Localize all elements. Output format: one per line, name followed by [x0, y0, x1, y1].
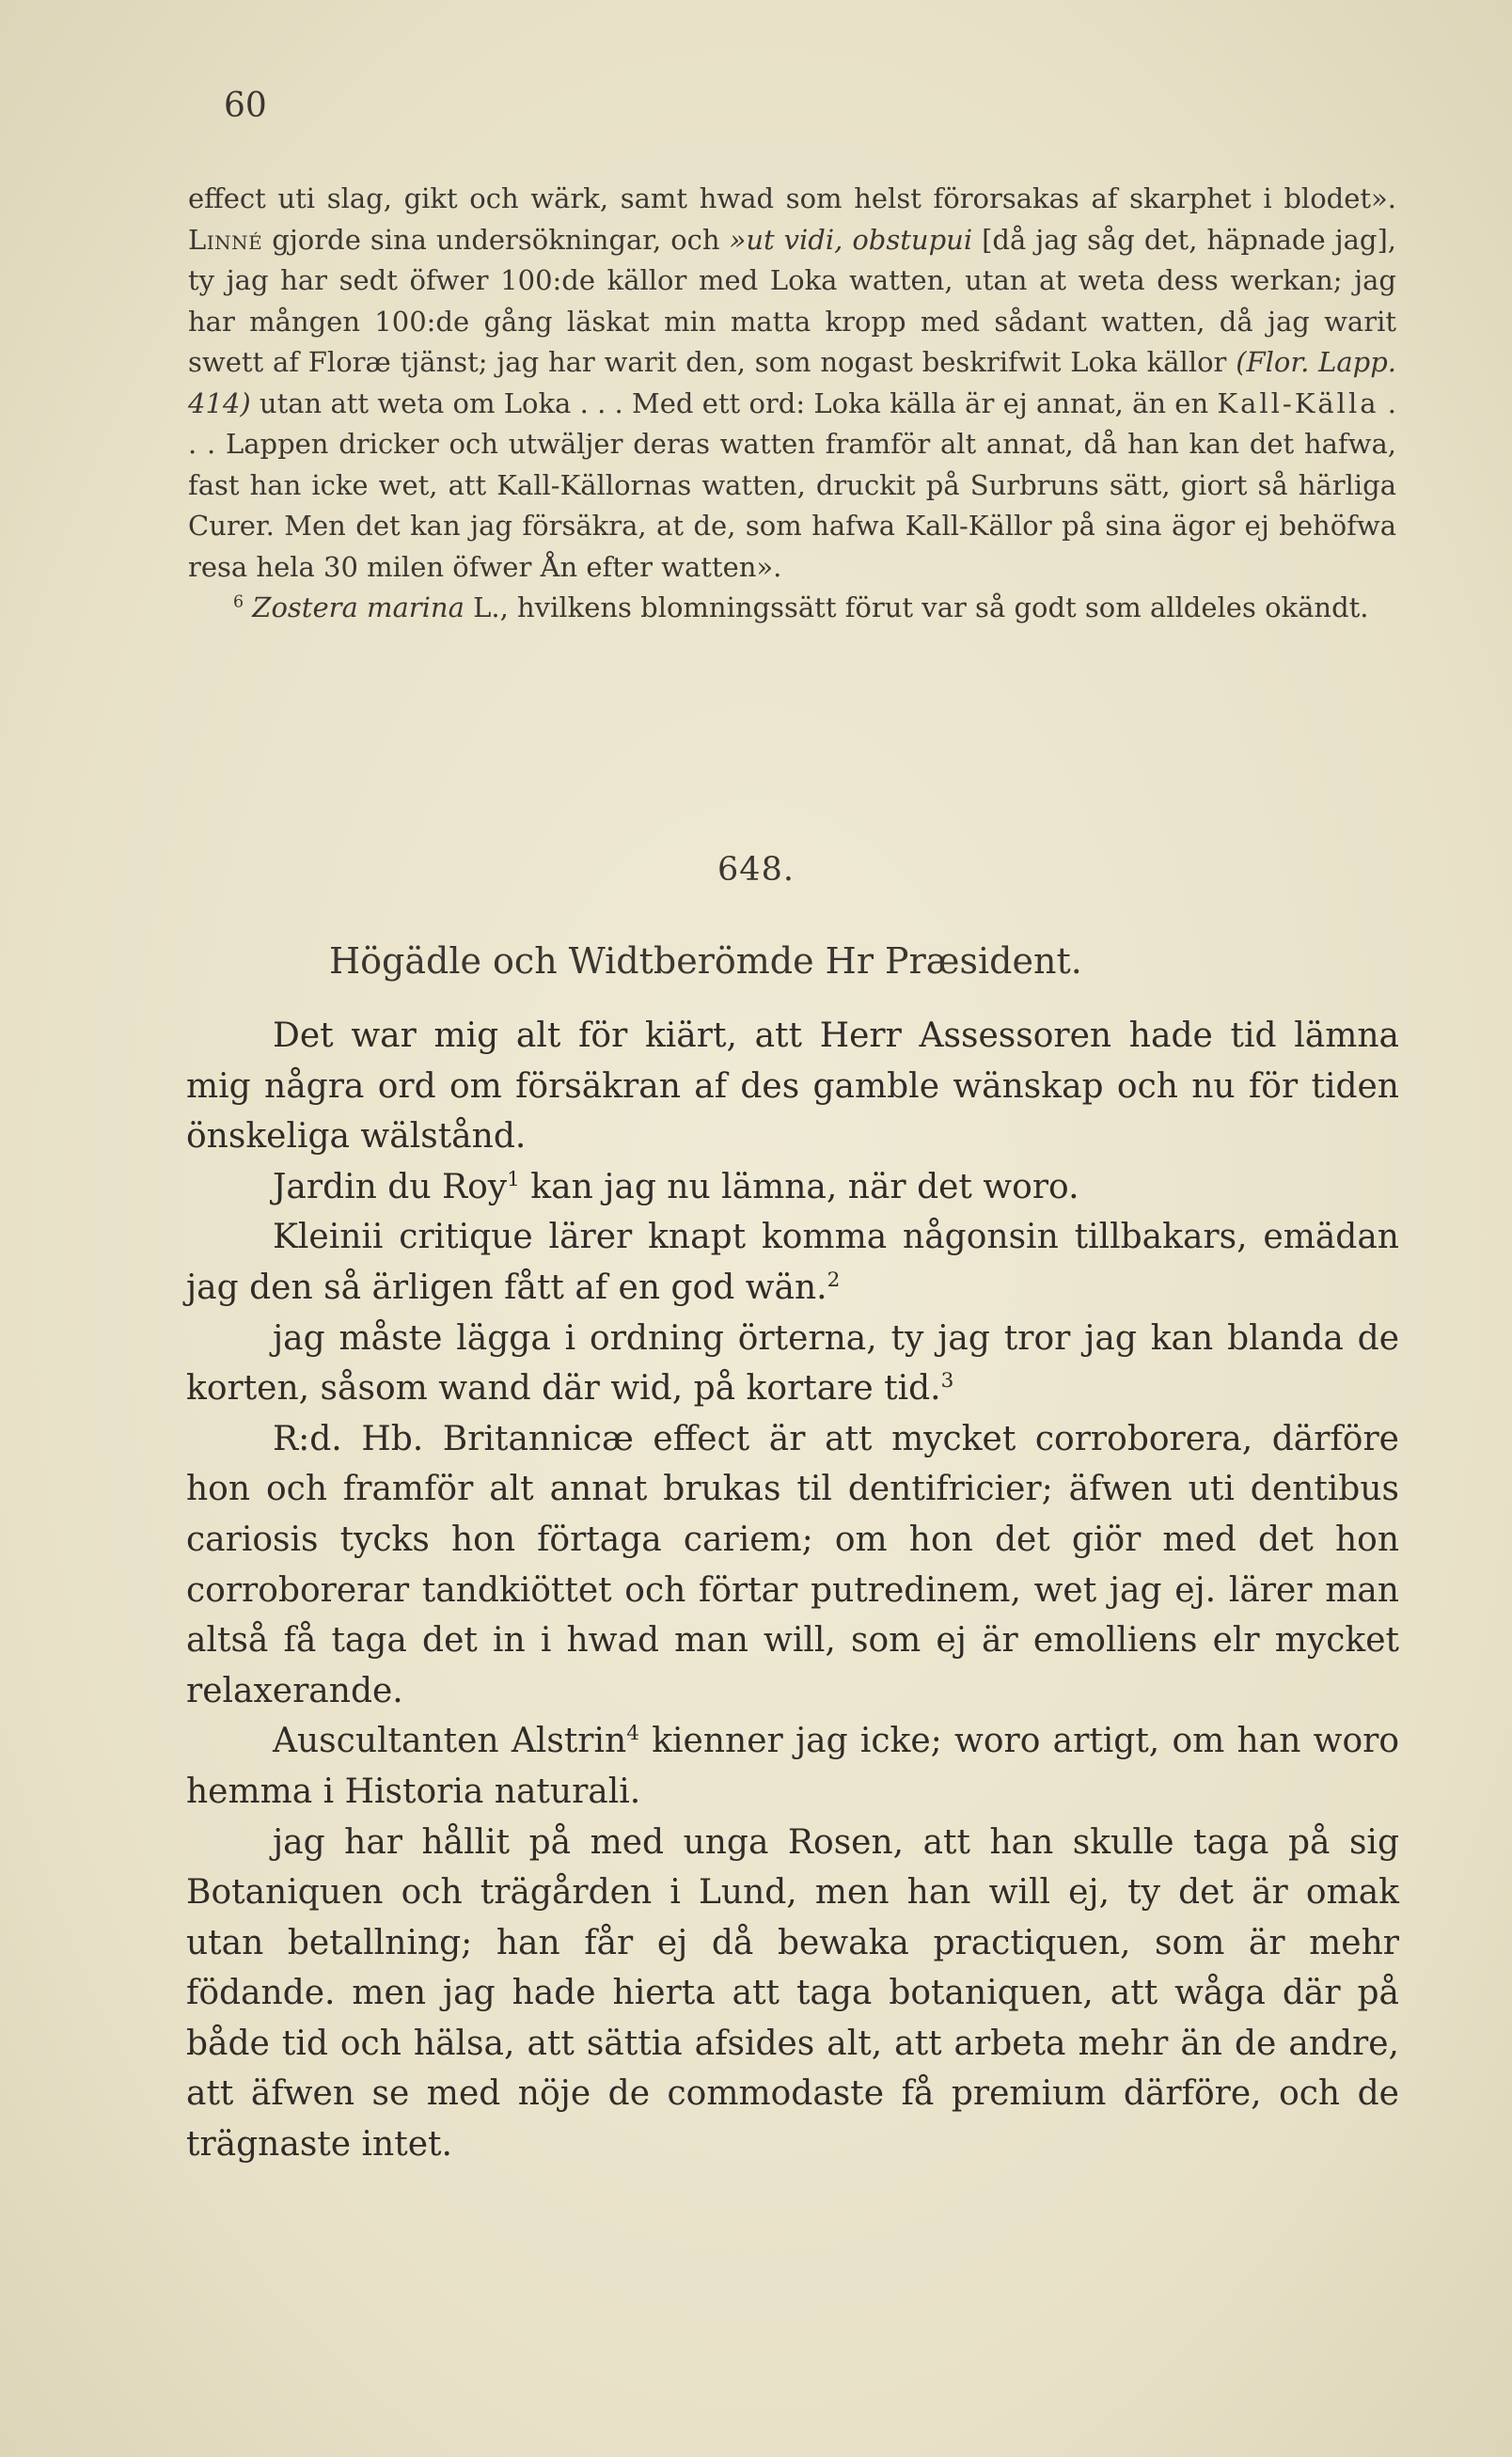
footnote-continuation [188, 179, 1396, 588]
footnote-6 [188, 588, 1396, 629]
paragraph-text: Jardin du Roy [273, 1167, 508, 1206]
paragraph-text: kienner jag icke; woro artigt, om han woro hemma i Historia naturali. [186, 1722, 1399, 1811]
letter-paragraph: jag har hållit på med unga Rosen, att han skulle taga på sig Botaniquen och trägården i Lund, men han will ej, ty det är omak utan betallning; han får ej då bewaka practiquen, som är mehr födande. men jag hade hierta att taga botaniquen, att wåga där på både tid och hälsa, att sättia afsides alt, att arbeta mehr än de andre, att äfwen se med nöje de commodaste få premium därföre, och de trägnaste intet. [186, 1822, 1399, 2165]
footnote-text: effect uti slag, gikt och wärk, samt hwad som helst förorsakas af skarphet i blodet». [188, 182, 1396, 214]
letter-salutation: Högädle och Widtberömde Hr Præsident. [329, 940, 1082, 982]
footnote-text: L., hvilkens blomningssätt förut var så godt som alldeles okändt. [464, 591, 1369, 623]
paragraph-text: Kleinii critique lärer knapt komma någonsin tillbakars, emädan jag den så ärligen fått af en god wän. [186, 1218, 1399, 1307]
footnote-marker: 6 [233, 592, 244, 612]
footnote-ref: 1 [507, 1167, 520, 1191]
spaced-term: Kall-Källa [1217, 386, 1379, 419]
paragraph-text: jag måste lägga i ordning örterna, ty jag tror jag kan blanda de korten, såsom wand där wid, på kortare tid. [186, 1318, 1399, 1409]
paragraph-text: kan jag nu lämna, när det woro. [519, 1167, 1079, 1206]
footnote-text: gjorde sina undersökningar, och [262, 223, 730, 256]
footnote-text: [då jag såg det, häpnade jag], ty jag har sedt öfwer 100:de källor med Loka watten, utan at weta dess werkan; jag har mången 100:de gång läskat min matta kropp med sådant watten, då jag warit swett af Floræ tjänst; jag har warit den, som nogast beskrifwit Loka källor [188, 223, 1397, 378]
citation-flor-lapp: (Flor. Lapp. 414) [188, 346, 1396, 419]
letter-paragraph [186, 1716, 1399, 1817]
letter-paragraph [186, 1162, 1399, 1213]
paragraph-text: Auscultanten Alstrin [273, 1722, 627, 1761]
page-number: 60 [224, 87, 267, 125]
letter-paragraph: Det war mig alt för kiärt, att Herr Assessoren hade tid lämna mig några ord om försäkran af des gamble wänskap och nu för tiden önskeliga wälstånd. [186, 1016, 1399, 1157]
species-name: Zostera marina [252, 591, 465, 623]
letter-number: 648. [717, 851, 795, 889]
letter-paragraph [186, 1212, 1399, 1313]
footnote-ref: 3 [940, 1369, 954, 1394]
footnote-text: . . . Lappen dricker och utwäljer deras watten framför alt annat, då han kan det hafwa, fast han icke wet, att Kall-Källornas watten, druckit på Surbruns sätt, giort så härliga Curer. Men det kan jag försäkra, at de, som hafwa Kall-Källor på sina ägor ej behöfwa resa hela 30 milen öfwer Ån efter watten». [188, 386, 1396, 583]
letter-body [186, 1011, 1399, 2170]
letter-paragraph: R:d. Hb. Britannicæ effect är att mycket corroborera, därföre hon och framför alt annat brukas til dentifricier; äfwen uti dentibus cariosis tycks hon förtaga cariem; om hon det giör med det hon corroborerar tandkiöttet och förtar putredinem, wet jag ej. lärer man altså få taga det in i hwad man will, som ej är emolliens elr mycket relaxerande. [186, 1419, 1399, 1710]
letter-paragraph [186, 1314, 1399, 1414]
footnotes [188, 179, 1396, 629]
footnote-text: utan att weta om Loka . . . Med ett ord: Loka källa är ej annat, än en [250, 386, 1218, 419]
author-name-linne: Linné [188, 223, 263, 256]
footnote-ref: 2 [827, 1268, 841, 1292]
latin-quote: »ut vidi, obstupui [729, 223, 973, 256]
footnote-ref: 4 [626, 1722, 639, 1746]
